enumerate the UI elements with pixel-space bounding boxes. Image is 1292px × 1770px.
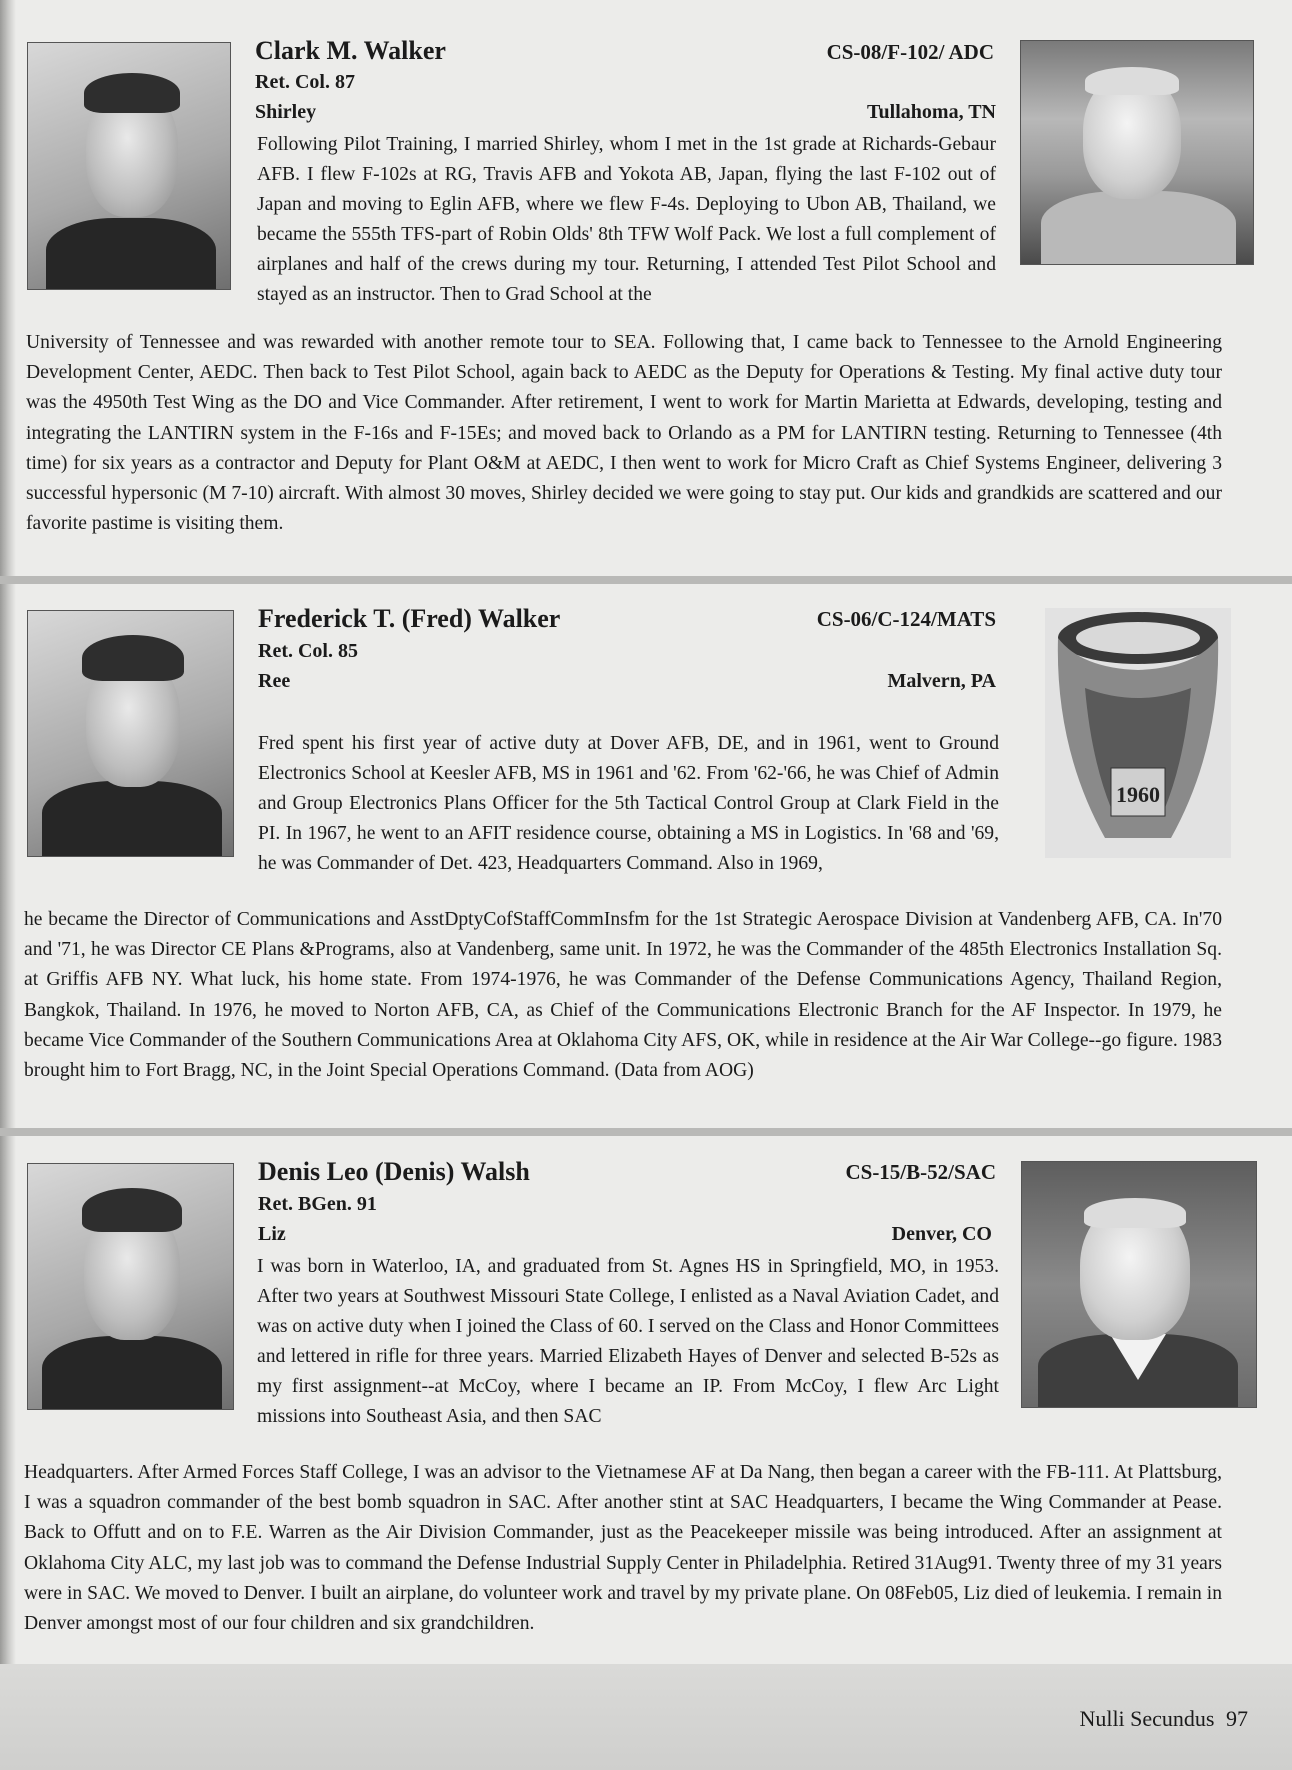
current-photo xyxy=(1021,1161,1257,1408)
biography-text: I was born in Waterloo, IA, and graduated from St. Agnes HS in Springfield, MO, in 1953. After two years at Southwest Missouri State College, I enlisted as a Naval Aviation Cadet, and was on active duty when I joined the Class of 60. I served on the Class and Honor Committees and lettered in rifle for three years. Married Elizabeth Hayes of Denver and selected B-52s as my first assignment--at McCoy, where I became an IP. From McCoy, I flew Arc Light missions into Southeast Asia, and then SAC xyxy=(257,1256,999,1427)
biography-text: Following Pilot Training, I married Shirley, whom I met in the 1st grade at Richards-Gebaur AFB. I flew F-102s at RG, Travis AFB and Yokota AB, Japan, flying the last F-102 out of Japan and moving to Eglin AFB, where we flew F-4s. Deploying to Ubon AB, Thailand, we became the 555th TFS-part of Robin Olds' 8th TFW Wolf Pack. We lost a full complement of airplanes and half of the crews during my tour. Returning, I attended Test Pilot School and stayed as an instructor. Then to Grad School at the xyxy=(257,134,996,305)
biography-text-continued: University of Tennessee and was rewarded with another remote tour to SEA. Following that, I came back to Tennessee to the Arnold Engineering Development Center, AEDC. Then back to Test Pilot School, again back to AEDC as the Deputy for Operations & Testing. My final active duty tour was the 4950th Test Wing as the DO and Vice Commander. After retirement, I went to work for Martin Marietta at Edwards, developing, testing and integrating the LANTIRN system in the F-16s and F-15Es; and moved back to Orlando as a PM for LANTIRN testing. Returning to Tennessee (4th time) for six years as a contractor and Deputy for Plant O&M at AEDC, I then went to work for Micro Craft as Chief Systems Engineer, delivering 3 successful hypersonic (M 7-10) aircraft. With almost 30 moves, Shirley decided we were going to stay put. Our kids and grandkids are scattered and our favorite pastime is visiting them. xyxy=(26,332,1222,535)
biography-text: Fred spent his first year of active duty at Dover AFB, DE, and in 1961, went to Ground Electronics School at Keesler AFB, MS in 1961 and '62. From '62-'66, he was Chief of Admin and Group Electronics Plans Officer for the 5th Tactical Control Group at Clark Field in the PI. In 1967, he went to an AFIT residence course, obtaining a MS in Logistics. In '68 and '69, he was Commander of Det. 423, Headquarters Command. Also in 1969, xyxy=(258,733,999,874)
person-name: Clark M. Walker xyxy=(255,36,446,65)
cadet-photo xyxy=(27,610,234,857)
spouse-name: Ree xyxy=(258,670,291,692)
cadet-photo xyxy=(27,1163,234,1410)
cadet-squadron-code: CS-15/B-52/SAC xyxy=(845,1160,996,1184)
class-ring-icon xyxy=(1045,608,1231,858)
retired-rank: Ret. BGen. 91 xyxy=(258,1193,377,1215)
page-binding-shadow xyxy=(0,0,16,1770)
spouse-name: Shirley xyxy=(255,101,317,123)
current-photo xyxy=(1020,40,1254,265)
home-location: Malvern, PA xyxy=(887,670,996,692)
publication-title: Nulli Secundus xyxy=(1079,1706,1215,1731)
section-divider xyxy=(0,576,1292,584)
cadet-squadron-code: CS-08/F-102/ ADC xyxy=(826,40,994,64)
person-name: Frederick T. (Fred) Walker xyxy=(258,604,561,633)
page-footer xyxy=(1079,1706,1248,1732)
svg-text:1960: 1960 xyxy=(1116,782,1160,807)
retired-rank: Ret. Col. 85 xyxy=(258,640,358,662)
biography-text-continued: he became the Director of Communications and AsstDptyCofStaffCommInsfm for the 1st Strategic Aerospace Division at Vandenberg AFB, CA. In'70 and '71, he was Director CE Plans &Programs, also at Vandenberg, same unit. In 1972, he was the Commander of the 485th Electronics Installation Sq. at Griffis AFB NY. What luck, his home state. From 1974-1976, he was Commander of the Defense Communications Agency, Thailand Region, Bangkok, Thailand. In 1976, he moved to Norton AFB, CA, as Chief of the Communications Electronic Branch for the AF Inspector. In 1979, he became Vice Commander of the Southern Communications Area at Oklahoma City AFS, OK, while in residence at the Air War College--go figure. 1983 brought him to Fort Bragg, NC, in the Joint Special Operations Command. (Data from AOG) xyxy=(24,909,1222,1082)
class-ring-photo xyxy=(1045,608,1231,858)
retired-rank: Ret. Col. 87 xyxy=(255,71,355,93)
person-name: Denis Leo (Denis) Walsh xyxy=(258,1157,530,1186)
cadet-photo xyxy=(27,42,231,290)
page-number: 97 xyxy=(1226,1706,1248,1731)
biography-text-continued: Headquarters. After Armed Forces Staff College, I was an advisor to the Vietnamese AF at Da Nang, then began a career with the FB-111. At Plattsburg, I was a squadron commander of the best bomb squadron in SAC. After another stint at SAC Headquarters, I became the Wing Commander at Pease. Back to Offutt and on to F.E. Warren as the Air Division Commander, just as the Peacekeeper missile was being introduced. After an assignment at Oklahoma City ALC, my last job was to command the Defense Industrial Supply Center in Philadelphia. Retired 31Aug91. Twenty three of my 31 years were in SAC. We moved to Denver. I built an airplane, do volunteer work and travel by my private plane. On 08Feb05, Liz died of leukemia. I remain in Denver amongst most of our four children and six grandchildren. xyxy=(24,1462,1222,1635)
home-location: Tullahoma, TN xyxy=(867,101,996,123)
spouse-name: Liz xyxy=(258,1223,286,1245)
cadet-squadron-code: CS-06/C-124/MATS xyxy=(816,607,996,631)
section-divider xyxy=(0,1128,1292,1136)
home-location: Denver, CO xyxy=(891,1223,992,1245)
